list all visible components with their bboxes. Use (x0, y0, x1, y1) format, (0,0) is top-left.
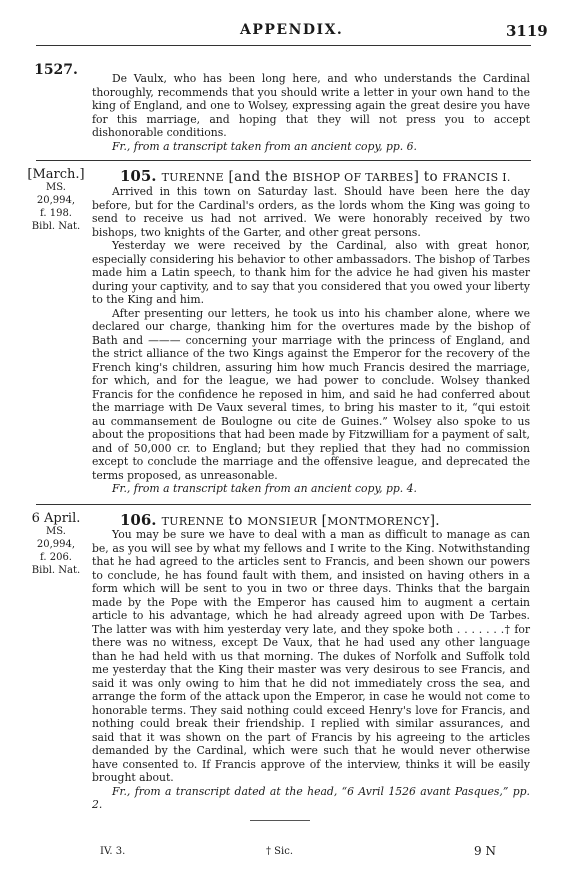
entry-106-library: Bibl. Nat. (31, 565, 81, 576)
entry-divider (36, 504, 531, 505)
entry-0-margin (26, 64, 86, 77)
entry-105-heading (120, 166, 530, 185)
entry-105-body (92, 185, 530, 496)
entry-106-title: TURENNE to MONSIEUR [MONTMORENCY]. (161, 513, 440, 529)
entry-105-margin (26, 168, 86, 233)
entry-106-source: Fr., from a transcript dated at the head, “6 Avril 1526 avant Pasques,” pp. 2. (92, 784, 530, 811)
entry-divider (36, 160, 531, 161)
entry-106-date: 6 April. (31, 511, 81, 526)
footnote: † Sic. (266, 846, 294, 857)
entry-106-body (92, 528, 530, 812)
footnote-rule (250, 820, 310, 821)
entry-105-title: TURENNE [and the BISHOP OF TARBES] to FRANCIS I. (161, 169, 511, 185)
entry-106-heading (120, 510, 530, 529)
running-head-title: APPENDIX. (240, 22, 344, 38)
entry-105-source: Fr., from a transcript taken from an ancient copy, pp. 4. (112, 482, 417, 495)
entry-105-paragraph: Yesterday we were received by the Cardinal, also with great honor, especially considering his behavior to other ambassadors. The bishop of Tarbes made him a Latin speech, to thank him for the advice he had given his master during your captivity, and to say that you considered that you owed your liberty to the King and him. (92, 239, 530, 306)
entry-106-ms: MS. 20,994, (36, 526, 76, 550)
entry-105-date: [March.] (27, 167, 85, 182)
year-label: 1527. (34, 62, 78, 78)
entry-106-margin (26, 512, 86, 577)
entry-105-ms: MS. 20,994, (36, 182, 76, 206)
entry-0-source: Fr., from a transcript taken from an ancient copy, pp. 6. (112, 139, 417, 153)
entry-106-paragraph: You may be sure we have to deal with a man as difficult to manage as can be, as you will see by what my fellows and I write to the King. Notwithstanding that he had agreed to the articles sent to Francis, and been shown our powers to conclude, he has found fault with them, and insisted on having others in a form which will be sent to you in two or three days. Thinks that the bargain made by the Pope with the Emperor has caused him to augment a certain article to his advantage, which he had already agreed upon with De Tarbes. The latter was with him yesterday very late, and they spoke both . . . . . . .† for there was no witness, except De Vaux, that he had used any other language than he had held with us that morning. The dukes of Norfolk and Suffolk told me yesterday that the King their master was very desirous to see Francis, and said it was only owing to him that he did not immediately cross the sea, and arrange the form of the attack upon the Emperor, in case he would not come to honorable terms. They said nothing could exceed Henry's love for Francis, and nothing could break their friendship. I replied with similar assurances, and said that it was shown on the part of Francis by his agreeing to the articles demanded by the Cardinal, which were such that he would never otherwise have consented to. If Francis approve of the interview, thinks it will be easily brought about. (92, 528, 530, 784)
volume-label: IV. 3. (100, 846, 126, 857)
entry-106-folio: f. 206. (40, 552, 72, 563)
entry-106-number: 106. (120, 511, 157, 529)
page-number: 3119 (506, 22, 548, 40)
entry-105-folio: f. 198. (40, 208, 72, 219)
header-rule (36, 45, 531, 46)
entry-105-paragraph: After presenting our letters, he took us into his chamber alone, where we declared our charge, thanking him for the overtures made by the bishop of Bath and ——— concerning your marriage with the princess of England, and the strict alliance of the two Kings against the Emperor for the recovery of the French king's children, assuring him how much Francis desired the marriage, for which, and for the league, we had power to conclude. Wolsey thanked Francis for the confidence he reposed in him, and said he had conferred about the marriage with De Vaux several times, to bring his master to it, “qui estoit au commansement de Boulogne ou cite de Guines.” Wolsey also spoke to us about the propositions that had been made by Fitzwilliam for a payment of salt, and of 50,000 cr. to England; but they replied that they had no commission except to conclude the marriage and the offensive league, and deprecated the terms proposed, as unreasonable. (92, 306, 530, 482)
entry-0-paragraph: De Vaulx, who has been long here, and who understands the Cardinal thoroughly, recommends that you should write a letter in your own hand to the king of England, and one to Wolsey, expressing again the great desire you have for this marriage, and hoping that they will not press you to accept dishonorable conditions. (92, 72, 530, 139)
entry-105-paragraph: Arrived in this town on Saturday last. Should have been here the day before, but for the Cardinal's orders, as the lords whom the King was going to send to receive us had not arrived. We were honorably received by two bishops, two knights of the Garter, and other great persons. (92, 185, 530, 239)
entry-105-number: 105. (120, 167, 157, 185)
entry-105-library: Bibl. Nat. (31, 221, 81, 232)
entry-0-body (92, 72, 530, 153)
signature-mark: 9 N (474, 844, 496, 858)
